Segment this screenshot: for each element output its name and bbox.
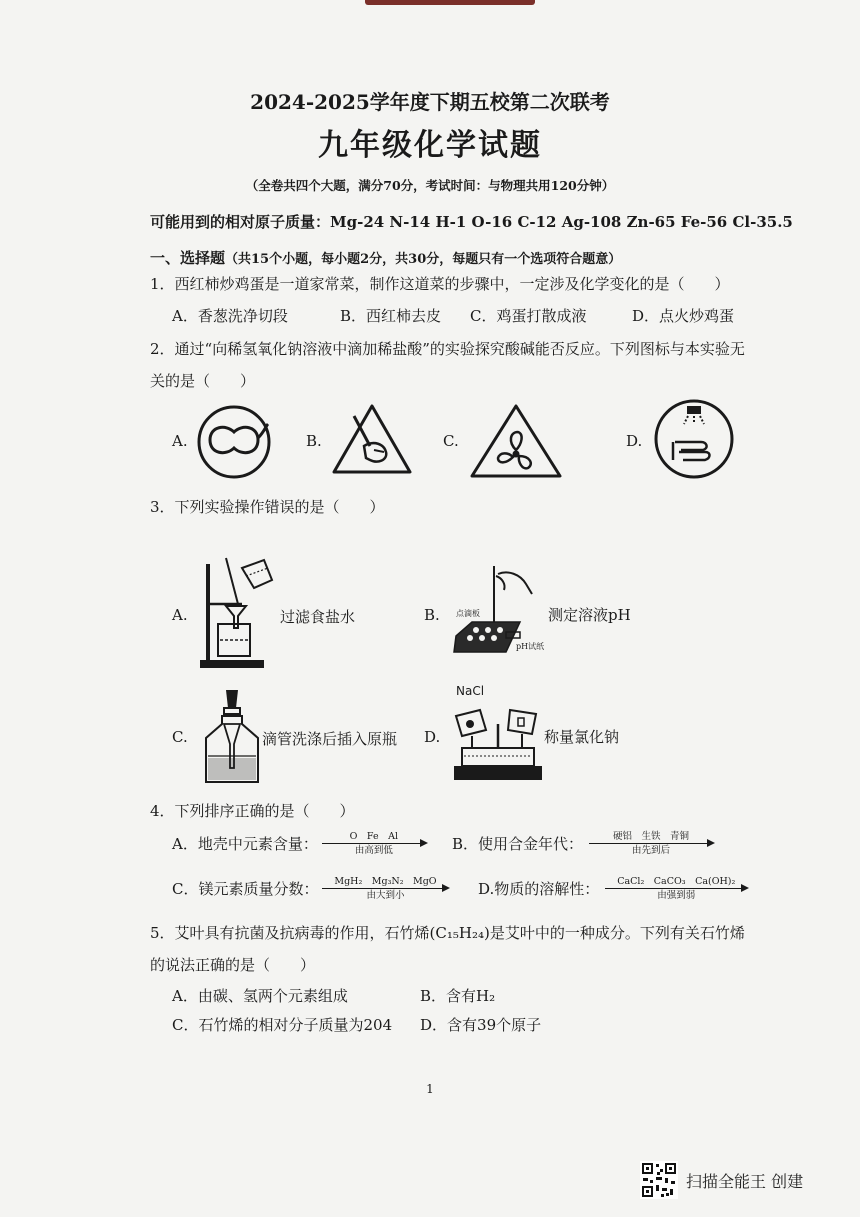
- dropper-bottle-image: [200, 688, 264, 786]
- q4-option-c-bottom: 由大到小: [366, 890, 405, 902]
- exam-note: （全卷共四个大题，满分70分，考试时间：与物理共用120分钟）: [245, 178, 615, 193]
- qr-code-icon: [640, 1161, 678, 1199]
- balance-scale-image: [450, 700, 546, 784]
- q1-option-c: C．鸡蛋打散成液: [470, 307, 587, 325]
- q5-option-b: B．含有H₂: [420, 987, 496, 1005]
- exam-title-line1: 2024-2025学年度下期五校第二次联考: [250, 90, 610, 114]
- hand-washing-icon: [653, 398, 735, 480]
- exam-title-line2: 九年级化学试题: [318, 128, 542, 163]
- atomic-masses: 可能用到的相对原子质量：Mg-24 N-14 H-1 O-16 C-12 Ag-108 Zn-65 Fe-56 Cl-35.5: [150, 213, 793, 231]
- q4-option-b: [452, 831, 713, 856]
- q4-option-c-label: C．镁元素质量分数：: [172, 880, 319, 899]
- q5-option-a: A．由碳、氢两个元素组成: [172, 987, 348, 1005]
- section1-heading: [150, 247, 621, 268]
- q4-option-d-arrow: [605, 876, 747, 901]
- filtration-apparatus-image: [198, 554, 278, 674]
- q2-stem-line1: 2．通过“向稀氢氧化钠溶液中滴加稀盐酸”的实验探究酸碱能否反应。下列图标与本实验无: [150, 340, 745, 358]
- q4-option-a: [172, 831, 426, 856]
- goggles-icon: [196, 402, 274, 480]
- q5-stem-line2: 的说法正确的是（ ）: [150, 956, 316, 974]
- q4-option-a-label: A．地壳中元素含量：: [172, 835, 318, 854]
- q4-stem: 4．下列排序正确的是（ ）: [150, 802, 355, 820]
- scanner-brand-text: 扫描全能王 创建: [686, 1171, 804, 1191]
- q4-option-d: [478, 876, 747, 901]
- q4-option-c: [172, 876, 448, 901]
- q4-option-b-top: 硬铝 生铁 青铜: [613, 831, 690, 842]
- q3-label-a: A.: [172, 606, 188, 624]
- nacl-label: NaCl: [456, 684, 485, 698]
- q3-caption-d: 称量氯化钠: [544, 728, 620, 746]
- scanner-watermark: [640, 1160, 803, 1200]
- q2-label-d: D.: [626, 432, 643, 450]
- q4-option-b-label: B．使用合金年代：: [452, 835, 584, 854]
- q3-stem: 3．下列实验操作错误的是（ ）: [150, 498, 385, 516]
- q4-option-c-top: MgH₂ Mg₃N₂ MgO: [334, 876, 437, 887]
- ventilation-fan-icon: [468, 402, 564, 480]
- q4-option-d-label: D.物质的溶解性：: [478, 880, 600, 899]
- q5-option-c: C．石竹烯的相对分子质量为204: [172, 1016, 393, 1034]
- q3-caption-b: 测定溶液pH: [548, 606, 631, 624]
- page-number: 1: [426, 1082, 434, 1096]
- q4-option-b-arrow: [589, 831, 713, 856]
- section1-note: （共15个小题，每小题2分，共30分，每题只有一个选项符合题意）: [225, 252, 622, 267]
- q1-option-a: A．香葱洗净切段: [172, 307, 288, 325]
- sharp-object-warning-icon: [330, 402, 414, 476]
- q3-caption-c: 滴管洗涤后插入原瓶: [262, 730, 398, 748]
- section1-title: 一、选择题: [150, 249, 226, 267]
- q4-option-a-top: O Fe Al: [349, 831, 399, 842]
- q5-stem-line1: 5．艾叶具有抗菌及抗病毒的作用，石竹烯(C₁₅H₂₄)是艾叶中的一种成分。下列有关石竹烯: [150, 924, 745, 942]
- q4-option-d-bottom: 由强到弱: [657, 890, 696, 902]
- q3-label-c: C.: [172, 728, 188, 746]
- q2-label-b: B.: [306, 432, 322, 450]
- q4-option-d-top: CaCl₂ CaCO₃ Ca(OH)₂: [617, 876, 736, 887]
- q3-label-d: D.: [424, 728, 441, 746]
- ph-paper-label: pH试纸: [516, 642, 545, 651]
- q5-option-d: D．含有39个原子: [420, 1016, 542, 1034]
- q1-option-b: B．西红柿去皮: [340, 307, 442, 325]
- q3-label-b: B.: [424, 606, 440, 624]
- q4-option-b-bottom: 由先到后: [632, 845, 671, 857]
- q1-option-d: D．点火炒鸡蛋: [632, 307, 735, 325]
- q4-option-a-arrow: [322, 831, 426, 856]
- q3-caption-a: 过滤食盐水: [280, 608, 356, 626]
- q1-stem: 1．西红柿炒鸡蛋是一道家常菜，制作这道菜的步骤中，一定涉及化学变化的是（ ）: [150, 275, 730, 293]
- q2-stem-line2: 关的是（ ）: [150, 372, 256, 390]
- ph-plate-label: 点滴板: [456, 609, 480, 618]
- q4-option-c-arrow: [322, 876, 448, 901]
- top-edge-mark: [365, 0, 535, 5]
- q2-label-a: A.: [172, 432, 188, 450]
- q2-label-c: C.: [443, 432, 459, 450]
- q4-option-a-bottom: 由高到低: [354, 845, 393, 857]
